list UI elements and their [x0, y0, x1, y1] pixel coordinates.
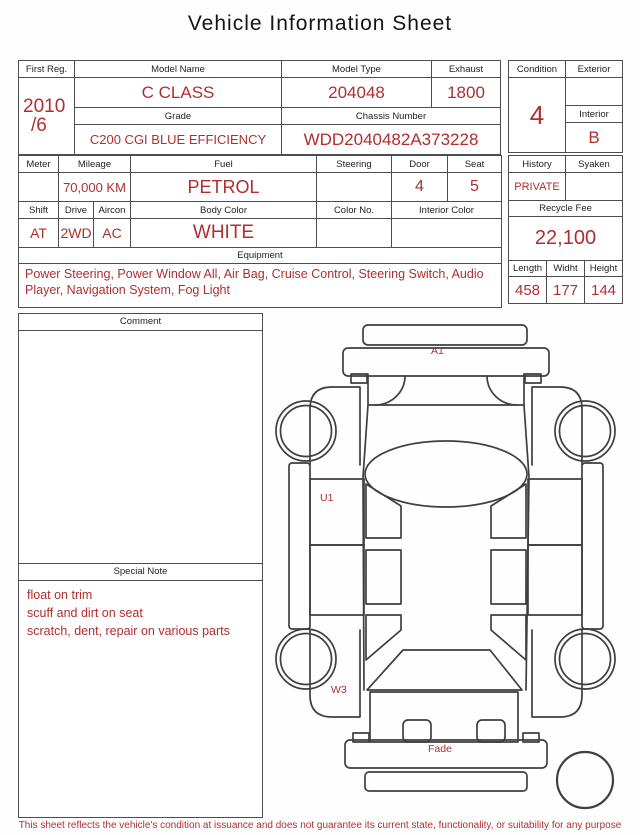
- exterior-label: Exterior: [566, 61, 622, 77]
- mileage-value: 70,000 KM: [59, 173, 130, 201]
- model-name-value: C CLASS: [75, 78, 281, 107]
- history-value: PRIVATE: [509, 173, 565, 200]
- recycle-fee-value: 22,100: [509, 217, 622, 260]
- page-title: Vehicle Information Sheet: [187, 12, 453, 35]
- first-reg-label: First Reg.: [19, 61, 74, 77]
- special-note-text: [19, 581, 262, 645]
- exterior-value: [566, 78, 622, 105]
- front-door-left: [310, 479, 364, 545]
- body-color-value: WHITE: [131, 219, 316, 247]
- first-reg-year: 2010: [23, 96, 66, 117]
- disclaimer-text: This sheet reflects the vehicle's condition at issuance and does not guarantee its current state, functionality, or suitability for any purpose: [18, 820, 622, 831]
- exhaust-value: 1800: [432, 78, 500, 107]
- steering-label: Steering: [317, 156, 391, 172]
- steering-value: [317, 173, 391, 201]
- syaken-value: [566, 173, 622, 200]
- width-value: 177: [547, 277, 584, 303]
- spec-table: [18, 155, 502, 308]
- sill-right: [582, 463, 603, 629]
- window-mid-left: [366, 550, 401, 604]
- window-mid-right: [491, 550, 526, 604]
- trunk-cutout-right: [477, 720, 505, 742]
- shift-label: Shift: [19, 202, 58, 218]
- wheel-front-left-inner: [281, 406, 332, 457]
- first-reg-month: /6: [31, 115, 47, 136]
- special-note-line: float on trim: [27, 588, 93, 602]
- quarter-window-front-right: [491, 484, 526, 538]
- equipment-label: Equipment: [19, 248, 501, 263]
- damage-code-w3: W3: [331, 684, 347, 696]
- interior-color-label: Interior Color: [392, 202, 501, 218]
- comment-label: Comment: [19, 314, 262, 331]
- exhaust-label: Exhaust: [432, 61, 500, 77]
- windshield-arc-right: [487, 376, 517, 405]
- special-note-line: scratch, dent, repair on various parts: [27, 624, 230, 639]
- rear-fender-right: [532, 630, 582, 717]
- body-color-label: Body Color: [131, 202, 316, 218]
- width-label: Widht: [547, 261, 584, 276]
- length-label: Length: [509, 261, 546, 276]
- recycle-fee-label: Recycle Fee: [509, 201, 622, 216]
- model-info-table: [18, 60, 501, 155]
- shift-value: AT: [19, 219, 58, 247]
- comment-box: [18, 313, 263, 818]
- car-damage-diagram: [263, 312, 635, 812]
- fuel-label: Fuel: [131, 156, 316, 172]
- model-name-label: Model Name: [75, 61, 281, 77]
- color-no-label: Color No.: [317, 202, 391, 218]
- syaken-label: Syaken: [566, 156, 622, 172]
- mileage-label: Mileage: [59, 156, 130, 172]
- grade-value: C200 CGI BLUE EFFICIENCY: [75, 125, 281, 154]
- roof-shape: [365, 441, 527, 507]
- model-type-value: 204048: [282, 78, 431, 107]
- condition-label: Condition: [509, 61, 565, 77]
- door-label: Door: [392, 156, 447, 172]
- quarter-window-rear-right: [491, 615, 526, 660]
- aircon-label: Aircon: [94, 202, 130, 218]
- history-label: History: [509, 156, 565, 172]
- rear-fender-left: [310, 630, 360, 717]
- wheel-front-right-inner: [560, 406, 611, 457]
- chassis-number-label: Chassis Number: [282, 108, 500, 124]
- chassis-number-value: WDD2040482A373228: [282, 125, 500, 154]
- first-reg-value: [19, 78, 74, 154]
- rear-door-right: [528, 545, 582, 615]
- height-label: Height: [585, 261, 622, 276]
- height-value: 144: [585, 277, 622, 303]
- meter-value: [19, 173, 58, 201]
- damage-code-fade: Fade: [428, 743, 452, 755]
- equipment-value: Power Steering, Power Window All, Air Bag, Cruise Control, Steering Switch, Audio Player, Navigation System, Fog Light: [19, 264, 501, 307]
- wheel-front-right: [555, 401, 615, 461]
- wheel-front-left: [276, 401, 336, 461]
- condition-table: [508, 60, 623, 153]
- seat-value: 5: [448, 173, 501, 201]
- front-fender-right: [532, 387, 582, 465]
- rear-plate-strip: [365, 772, 527, 791]
- special-note-line: scuff and dirt on seat: [27, 606, 143, 621]
- front-plate-shape: [363, 325, 527, 345]
- wheel-rear-left-inner: [281, 634, 332, 685]
- fuel-value: PETROL: [131, 173, 316, 201]
- wheel-rear-right-inner: [560, 634, 611, 685]
- interior-label: Interior: [566, 106, 622, 122]
- trunk-cutout-left: [403, 720, 431, 742]
- trunk-shape: [370, 692, 518, 742]
- meter-label: Meter: [19, 156, 58, 172]
- aircon-value: AC: [94, 219, 130, 247]
- front-bumper-shape: [343, 345, 549, 376]
- drive-value: 2WD: [59, 219, 93, 247]
- door-value: 4: [392, 173, 447, 201]
- special-note-label: Special Note: [19, 563, 262, 581]
- rear-window-shape: [367, 650, 522, 690]
- color-no-value: [317, 219, 391, 247]
- condition-value: 4: [509, 78, 565, 152]
- damage-code-a1: A1: [431, 345, 444, 357]
- wheel-rear-left: [276, 629, 336, 689]
- seat-label: Seat: [448, 156, 501, 172]
- quarter-window-front-left: [366, 484, 401, 538]
- damage-code-u1: U1: [320, 492, 334, 504]
- front-door-right: [528, 479, 582, 545]
- interior-color-value: [392, 219, 501, 247]
- spare-tire-shape: [557, 752, 613, 808]
- history-fee-table: [508, 155, 623, 304]
- interior-value: B: [566, 123, 622, 152]
- rear-door-left: [310, 545, 364, 615]
- model-type-label: Model Type: [282, 61, 431, 77]
- length-value: 458: [509, 277, 546, 303]
- sill-left: [289, 463, 310, 629]
- drive-label: Drive: [59, 202, 93, 218]
- car-top-view-drawing: [263, 312, 635, 812]
- windshield-arc-left: [375, 376, 405, 405]
- comment-value: [19, 331, 262, 563]
- wheel-rear-right: [555, 629, 615, 689]
- quarter-window-rear-left: [366, 615, 401, 660]
- grade-label: Grade: [75, 108, 281, 124]
